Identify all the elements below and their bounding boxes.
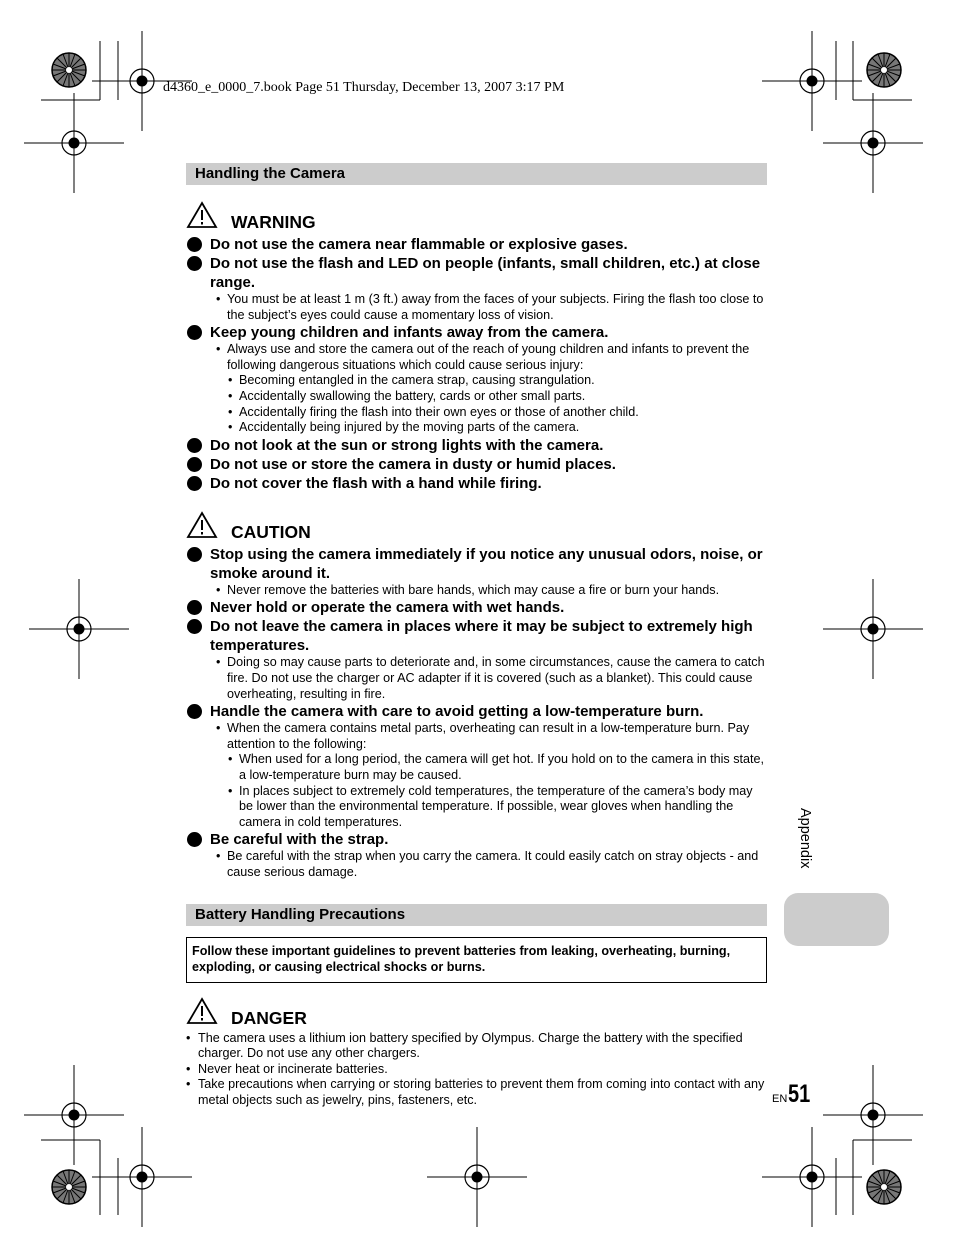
caution-item: Stop using the camera immediately if you notice any unusual odors, noise, or smoke around it. xyxy=(186,545,767,583)
caution-item: Handle the camera with care to avoid getting a low-temperature burn. xyxy=(186,702,767,721)
warning-subdetail: • Accidentally being injured by the moving parts of the camera. xyxy=(186,420,767,436)
caution-item: Never hold or operate the camera with wet hands. xyxy=(186,598,767,617)
warning-triangle-icon xyxy=(186,997,218,1025)
page-number: 51 xyxy=(788,1080,811,1108)
warning-label: WARNING xyxy=(231,212,316,232)
caution-detail: • When the camera contains metal parts, overheating can result in a low-temperature burn. Pay attention to the following: xyxy=(186,721,767,752)
warning-item: Do not use the flash and LED on people (infants, small children, etc.) at close range. xyxy=(186,254,767,292)
danger-item: • The camera uses a lithium ion battery specified by Olympus. Charge the battery with the specified charger. Do not use any other chargers. xyxy=(186,1031,767,1062)
warning-triangle-icon xyxy=(186,511,218,539)
warning-detail: • Always use and store the camera out of the reach of young children and infants to prevent the following dangerous situations which could cause serious injury: xyxy=(186,342,767,373)
caution-heading xyxy=(186,511,767,545)
header-line: d4360_e_0000_7.book Page 51 Thursday, December 13, 2007 3:17 PM xyxy=(163,80,565,95)
caution-detail: • Never remove the batteries with bare hands, which may cause a fire or burn your hands. xyxy=(186,583,767,599)
caution-detail: • Be careful with the strap when you carry the camera. It could easily catch on stray objects - and cause serious damage. xyxy=(186,849,767,880)
danger-label: DANGER xyxy=(231,1007,307,1028)
section-tab xyxy=(784,893,889,946)
warning-triangle-icon xyxy=(186,201,218,229)
side-label-appendix xyxy=(790,808,820,898)
warning-subdetail: • Accidentally swallowing the battery, cards or other small parts. xyxy=(186,389,767,405)
warning-item: Keep young children and infants away from the camera. xyxy=(186,323,767,342)
warning-item: Do not use or store the camera in dusty or humid places. xyxy=(186,455,767,474)
warning-subdetail: • Accidentally firing the flash into their own eyes or those of another child. xyxy=(186,405,767,421)
caution-item: Be careful with the strap. xyxy=(186,830,767,849)
warning-detail: • You must be at least 1 m (3 ft.) away from the faces of your subjects. Firing the flash too close to the subject’s eyes could cause a momentary loss of vision. xyxy=(186,292,767,323)
warning-subdetail: • Becoming entangled in the camera strap, causing strangulation. xyxy=(186,373,767,389)
section-title-battery: Battery Handling Precautions xyxy=(186,904,767,926)
battery-notice-box: Follow these important guidelines to prevent batteries from leaking, overheating, burning, exploding, or causing electrical shocks or burns. xyxy=(186,937,767,982)
section-title-handling: Handling the Camera xyxy=(186,163,767,185)
danger-item: • Take precautions when carrying or storing batteries to prevent them from coming into contact with any metal objects such as jewelry, pins, fasteners, etc. xyxy=(186,1077,767,1108)
page-content xyxy=(186,163,767,1109)
page-language: EN xyxy=(772,1093,788,1105)
warning-item: Do not use the camera near flammable or explosive gases. xyxy=(186,235,767,254)
caution-label: CAUTION xyxy=(231,521,311,542)
caution-item: Do not leave the camera in places where it may be subject to extremely high temperatures. xyxy=(186,617,767,655)
warning-item: Do not cover the flash with a hand while firing. xyxy=(186,474,767,493)
caution-detail: • Doing so may cause parts to deteriorate and, in some circumstances, cause the camera to catch fire. Do not use the charger or AC adapter if it is covered (such as a blanket). This could cause overheating, resulting in fire. xyxy=(186,655,767,702)
danger-item: • Never heat or incinerate batteries. xyxy=(186,1062,767,1078)
side-label-text: Appendix xyxy=(797,808,813,869)
danger-heading xyxy=(186,997,767,1031)
warning-item: Do not look at the sun or strong lights with the camera. xyxy=(186,436,767,455)
warning-heading xyxy=(186,201,767,235)
caution-subdetail: • In places subject to extremely cold temperatures, the temperature of the camera’s body may be lower than the environmental temperature. If possible, wear gloves when handling the camera in cold temperatures. xyxy=(186,784,767,831)
caution-subdetail: • When used for a long period, the camera will get hot. If you hold on to the camera in this state, a low-temperature burn may be caused. xyxy=(186,752,767,783)
